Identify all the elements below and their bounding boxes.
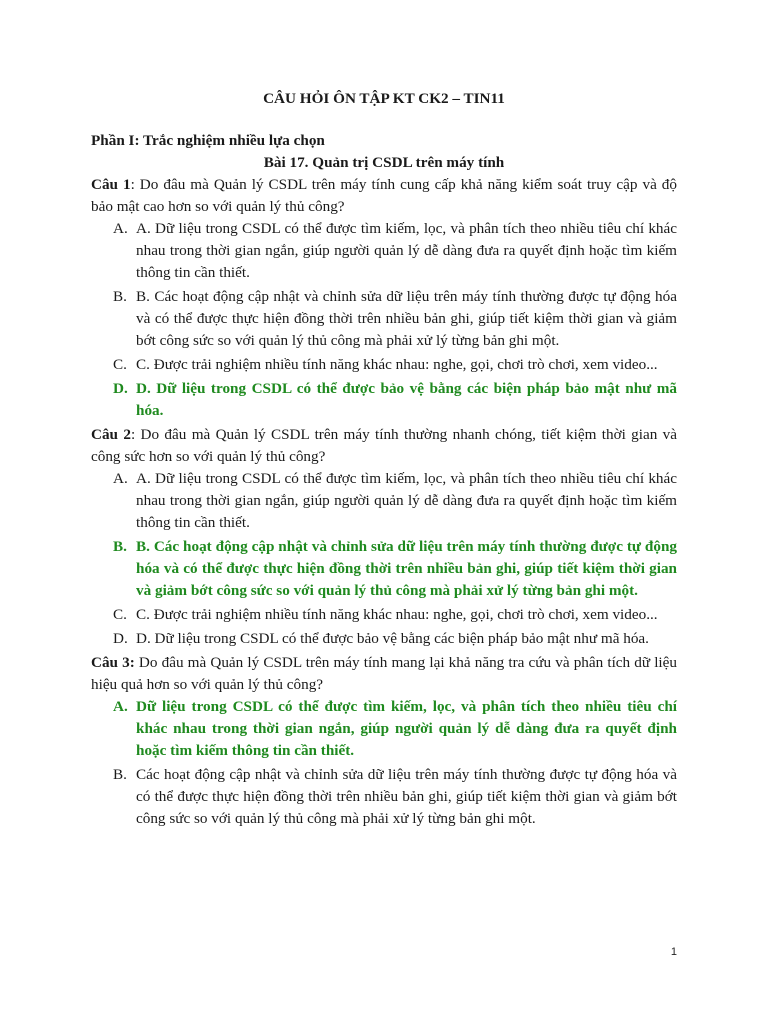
section-heading: Phần I: Trắc nghiệm nhiều lựa chọn [91, 132, 325, 149]
option-letter: B. [113, 538, 127, 555]
option-letter: C. [113, 606, 127, 623]
option-letter: B. [113, 288, 127, 305]
option-b-correct[interactable] [91, 536, 677, 602]
option-b[interactable] [91, 286, 677, 352]
option-list [91, 218, 677, 422]
option-text: Dữ liệu trong CSDL có thể được tìm kiếm, lọc, và phân tích theo nhiều tiêu chí khác nhau trong thời gian ngắn, giúp người quản lý dễ dàng đưa ra quyết định hoặc tìm kiếm thông tin cần thiết. [136, 698, 677, 759]
question-text: : Do đâu mà Quản lý CSDL trên máy tính thường nhanh chóng, tiết kiệm thời gian và công sức hơn so với quản lý thủ công? [91, 426, 677, 465]
option-d-correct[interactable] [91, 378, 677, 422]
option-list [91, 696, 677, 830]
option-letter: B. [113, 766, 127, 783]
option-a-correct[interactable] [91, 696, 677, 762]
option-letter: C. [113, 356, 127, 373]
question-block [91, 424, 677, 650]
document-title: CÂU HỎI ÔN TẬP KT CK2 – TIN11 [263, 90, 505, 107]
option-text: D. Dữ liệu trong CSDL có thể được bảo vệ bằng các biện pháp bảo mật như mã hóa. [136, 630, 649, 647]
option-letter: A. [113, 220, 128, 237]
question-text: Do đâu mà Quản lý CSDL trên máy tính mang lại khả năng tra cứu và phân tích dữ liệu hiệu quả hơn so với quản lý thủ công? [91, 654, 677, 693]
option-c[interactable] [91, 354, 677, 376]
option-letter: A. [113, 698, 128, 715]
option-text: D. Dữ liệu trong CSDL có thể được bảo vệ bằng các biện pháp bảo mật như mã hóa. [136, 380, 677, 419]
option-a[interactable] [91, 468, 677, 534]
option-a[interactable] [91, 218, 677, 284]
option-list [91, 468, 677, 650]
option-b[interactable] [91, 764, 677, 830]
option-letter: D. [113, 380, 128, 397]
option-text: C. Được trải nghiệm nhiều tính năng khác nhau: nghe, gọi, chơi trò chơi, xem video... [136, 606, 658, 623]
question-block [91, 174, 677, 422]
option-text: A. Dữ liệu trong CSDL có thể được tìm kiếm, lọc, và phân tích theo nhiều tiêu chí khác nhau trong thời gian ngắn, giúp người quản lý dễ dàng đưa ra quyết định hoặc tìm kiếm thông tin cần thiết. [136, 470, 677, 531]
option-c[interactable] [91, 604, 677, 626]
question-number: Câu 2 [91, 426, 131, 443]
lesson-heading: Bài 17. Quản trị CSDL trên máy tính [263, 154, 505, 171]
question-block [91, 652, 677, 830]
option-text: Các hoạt động cập nhật và chỉnh sửa dữ liệu trên máy tính thường được tự động hóa và có thể được thực hiện đồng thời trên nhiều bản ghi, giúp tiết kiệm thời gian và giảm bớt công sức so với quản lý thủ công mà phải xử lý từng bản ghi một. [136, 766, 677, 827]
option-text: A. Dữ liệu trong CSDL có thể được tìm kiếm, lọc, và phân tích theo nhiều tiêu chí khác nhau trong thời gian ngắn, giúp người quản lý dễ dàng đưa ra quyết định hoặc tìm kiếm thông tin cần thiết. [136, 220, 677, 281]
question-text: : Do đâu mà Quản lý CSDL trên máy tính cung cấp khả năng kiểm soát truy cập và độ bảo mật cao hơn so với quản lý thủ công? [91, 176, 677, 215]
question-stem [91, 174, 677, 218]
question-number: Câu 3: [91, 654, 135, 671]
option-letter: D. [113, 630, 128, 647]
page-number: 1 [670, 946, 677, 958]
option-text: C. Được trải nghiệm nhiều tính năng khác nhau: nghe, gọi, chơi trò chơi, xem video... [136, 356, 658, 373]
question-stem [91, 424, 677, 468]
option-d[interactable] [91, 628, 677, 650]
question-number: Câu 1 [91, 176, 131, 193]
document-page [91, 88, 677, 832]
option-text: B. Các hoạt động cập nhật và chỉnh sửa dữ liệu trên máy tính thường được tự động hóa và có thể được thực hiện đồng thời trên nhiều bản ghi, giúp tiết kiệm thời gian và giảm bớt công sức so với quản lý thủ công mà phải xử lý từng bản ghi một. [136, 288, 677, 349]
option-letter: A. [113, 470, 128, 487]
question-stem [91, 652, 677, 696]
option-text: B. Các hoạt động cập nhật và chỉnh sửa dữ liệu trên máy tính thường được tự động hóa và có thể được thực hiện đồng thời trên nhiều bản ghi, giúp tiết kiệm thời gian và giảm bớt công sức so với quản lý thủ công mà phải xử lý từng bản ghi một. [136, 538, 677, 599]
